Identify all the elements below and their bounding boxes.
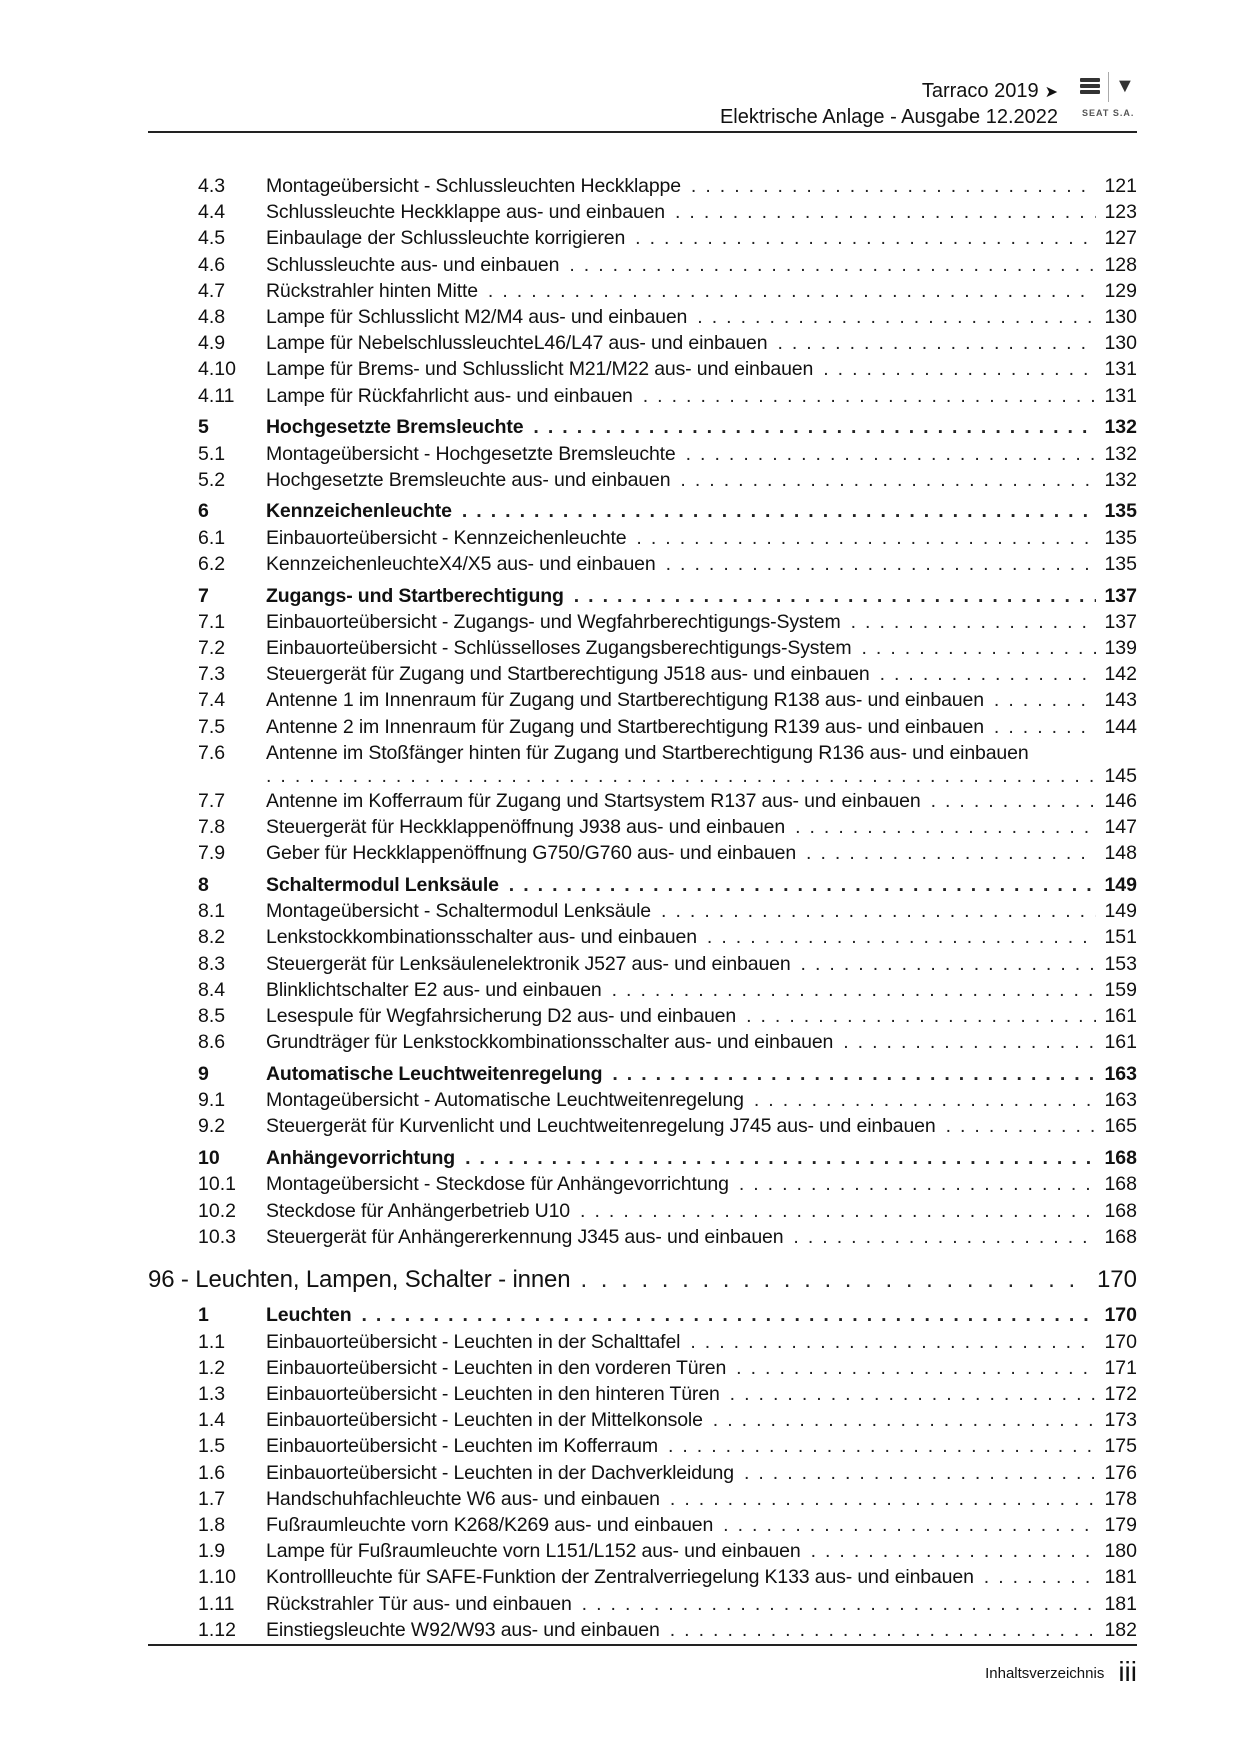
- entry-number: 6.2: [198, 552, 226, 575]
- dot-leader: [509, 872, 1097, 898]
- entry-page: 123: [1104, 201, 1137, 224]
- entry-title: Montageübersicht - Steckdose für Anhängevorrichtung: [266, 1173, 729, 1196]
- dot-leader: [713, 1407, 1097, 1433]
- dot-leader: [691, 173, 1097, 199]
- toc-entry[interactable]: [148, 977, 1137, 1003]
- entry-number: 1.5: [198, 1435, 226, 1458]
- entry-page: 175: [1104, 1435, 1137, 1458]
- dot-leader: [811, 1538, 1097, 1564]
- dot-leader: [661, 898, 1096, 924]
- entry-page: 170: [1104, 1330, 1137, 1353]
- toc-entry[interactable]: [148, 1381, 1137, 1407]
- toc-entry[interactable]: [148, 687, 1137, 713]
- entry-page: 182: [1104, 1618, 1137, 1641]
- entry-page: 161: [1104, 1005, 1137, 1028]
- entry-number: 7.5: [198, 715, 226, 738]
- entry-page: 132: [1104, 416, 1137, 439]
- toc-entry[interactable]: [148, 441, 1137, 467]
- entry-title: Einbauorteübersicht - Leuchten in der Mittelkonsole: [266, 1409, 703, 1432]
- entry-number: 1.3: [198, 1383, 226, 1406]
- entry-number: 5.2: [198, 468, 226, 491]
- dot-leader: [635, 225, 1096, 251]
- entry-page: 149: [1104, 900, 1137, 923]
- toc-entry[interactable]: [148, 924, 1137, 950]
- entry-number: 4.7: [198, 279, 226, 302]
- toc-entry[interactable]: [148, 1460, 1137, 1486]
- dot-leader: [582, 1591, 1097, 1617]
- entry-page: 153: [1104, 952, 1137, 975]
- entry-page: 181: [1104, 1592, 1137, 1615]
- toc-section[interactable]: [148, 1145, 1137, 1171]
- toc-entry-continuation[interactable]: [148, 766, 1137, 786]
- entry-title: Einbauorteübersicht - Schlüsselloses Zugangsberechtigungs-System: [266, 636, 852, 659]
- entry-title: Einbauorteübersicht - Leuchten in den hinteren Türen: [266, 1383, 720, 1406]
- entry-title: Montageübersicht - Schlussleuchten Heckklappe: [266, 175, 681, 197]
- entry-title: Einstiegsleuchte W92/W93 aus- und einbauen: [266, 1618, 660, 1641]
- entry-number: 8.6: [198, 1031, 226, 1054]
- entry-number: 10: [198, 1147, 220, 1170]
- entry-page: 132: [1104, 442, 1137, 465]
- entry-page: 132: [1104, 468, 1137, 491]
- entry-number: 7.1: [198, 610, 226, 633]
- entry-number: 9.1: [198, 1089, 226, 1112]
- page-header: [720, 79, 1058, 130]
- entry-number: 8: [198, 874, 209, 897]
- entry-number: 1: [198, 1304, 209, 1327]
- entry-title: 96 - Leuchten, Lampen, Schalter - innen: [148, 1265, 571, 1293]
- entry-page: 165: [1104, 1115, 1137, 1138]
- dot-leader: [795, 814, 1096, 840]
- toc-section[interactable]: [148, 583, 1137, 609]
- entry-title: Montageübersicht - Automatische Leuchtweitenregelung: [266, 1089, 744, 1112]
- entry-page: 128: [1104, 253, 1137, 276]
- page-number: iii: [1118, 1656, 1137, 1687]
- entry-page: 129: [1104, 279, 1137, 302]
- entry-number: 7.3: [198, 663, 226, 686]
- dot-leader: [851, 609, 1097, 635]
- dot-leader: [488, 278, 1097, 304]
- entry-title: Geber für Heckklappenöffnung G750/G760 aus- und einbauen: [266, 842, 797, 865]
- toc-entry[interactable]: [148, 1591, 1137, 1617]
- entry-number: 7.6: [198, 741, 226, 764]
- page-footer: [985, 1656, 1137, 1688]
- entry-number: 7.8: [198, 816, 226, 839]
- dot-leader: [994, 714, 1097, 740]
- entry-title: Automatische Leuchtweitenregelung: [266, 1063, 603, 1085]
- toc-entry[interactable]: [148, 1407, 1137, 1433]
- entry-number: 7.9: [198, 842, 226, 865]
- dot-leader: [801, 951, 1097, 977]
- toc-entry[interactable]: [148, 551, 1137, 577]
- entry-number: 1.4: [198, 1409, 226, 1432]
- entry-title: Steuergerät für Heckklappenöffnung J938 aus- und einbauen: [266, 816, 786, 839]
- entry-page: 163: [1104, 1063, 1137, 1085]
- entry-title: Hochgesetzte Bremsleuchte aus- und einbauen: [266, 468, 671, 491]
- entry-title: Antenne 2 im Innenraum für Zugang und Startberechtigung R139 aus- und einbauen: [266, 715, 984, 738]
- entry-page: 143: [1104, 689, 1137, 712]
- logo-text: SEAT S.A.: [1082, 108, 1135, 118]
- entry-number: 1.11: [198, 1592, 235, 1615]
- toc-entry[interactable]: [148, 1538, 1137, 1564]
- toc-chapter[interactable]: [148, 1263, 1137, 1297]
- toc-entry[interactable]: [148, 1512, 1137, 1538]
- dot-leader: [612, 977, 1097, 1003]
- toc-entry[interactable]: [148, 1329, 1137, 1355]
- entry-title: Kennzeichenleuchte: [266, 500, 452, 523]
- entry-title: Lesespule für Wegfahrsicherung D2 aus- und einbauen: [266, 1005, 737, 1028]
- entry-number: 9: [198, 1063, 209, 1085]
- toc-entry[interactable]: [148, 788, 1137, 814]
- toc-entry[interactable]: [148, 278, 1137, 304]
- dot-leader: [697, 304, 1096, 330]
- entry-title: Rückstrahler hinten Mitte: [266, 279, 478, 302]
- toc-entry[interactable]: [148, 1198, 1137, 1224]
- dot-leader: [736, 1355, 1096, 1381]
- dot-leader: [670, 1486, 1097, 1512]
- dot-leader: [680, 467, 1096, 493]
- dot-leader: [574, 583, 1097, 609]
- footer-rule: [148, 1644, 1137, 1646]
- entry-page: 135: [1104, 526, 1137, 549]
- entry-title: Antenne 1 im Innenraum für Zugang und Startberechtigung R138 aus- und einbauen: [266, 689, 984, 712]
- entry-page: 139: [1104, 636, 1137, 659]
- dot-leader: [723, 1512, 1096, 1538]
- entry-number: 8.2: [198, 926, 226, 949]
- table-of-contents: [148, 173, 1137, 1643]
- toc-entry[interactable]: [148, 304, 1137, 330]
- entry-number: 4.3: [198, 175, 226, 197]
- toc-entry[interactable]: [148, 1087, 1137, 1113]
- entry-title: Montageübersicht - Hochgesetzte Bremsleuchte: [266, 442, 676, 465]
- entry-title: Schaltermodul Lenksäule: [266, 874, 499, 897]
- entry-title: KennzeichenleuchteX4/X5 aus- und einbauen: [266, 552, 656, 575]
- entry-number: 1.9: [198, 1540, 226, 1563]
- entry-number: 10.1: [198, 1173, 236, 1196]
- entry-page: 178: [1104, 1487, 1137, 1510]
- entry-title: Einbauorteübersicht - Leuchten in der Schalttafel: [266, 1330, 681, 1353]
- entry-number: 8.3: [198, 952, 226, 975]
- entry-page: 171: [1104, 1356, 1137, 1379]
- dot-leader: [580, 1263, 1089, 1297]
- dot-leader: [643, 383, 1097, 409]
- entry-title: Antenne im Kofferraum für Zugang und Startsystem R137 aus- und einbauen: [266, 789, 921, 812]
- toc-entry[interactable]: [148, 199, 1137, 225]
- dot-leader: [580, 1198, 1096, 1224]
- entry-page: 146: [1104, 789, 1137, 812]
- entry-number: 8.5: [198, 1005, 226, 1028]
- entry-title: Lampe für Schlusslicht M2/M4 aus- und einbauen: [266, 306, 688, 329]
- entry-number: 8.4: [198, 978, 226, 1001]
- entry-title: Lampe für NebelschlussleuchteL46/L47 aus- und einbauen: [266, 332, 768, 355]
- entry-title: Lampe für Fußraumleuchte vorn L151/L152 aus- und einbauen: [266, 1540, 801, 1563]
- toc-entry[interactable]: [148, 951, 1137, 977]
- entry-page: 142: [1104, 663, 1137, 686]
- entry-page: 151: [1104, 926, 1137, 949]
- toc-entry[interactable]: [148, 898, 1137, 924]
- entry-page: 127: [1104, 227, 1137, 250]
- toc-entry[interactable]: [148, 225, 1137, 251]
- entry-number: 4.8: [198, 306, 226, 329]
- entry-number: 4.6: [198, 253, 226, 276]
- dot-leader: [361, 1302, 1096, 1328]
- dot-leader: [668, 1433, 1097, 1459]
- entry-number: 4.11: [198, 384, 235, 407]
- entry-page: 168: [1104, 1173, 1137, 1196]
- entry-number: 10.2: [198, 1199, 236, 1222]
- entry-page: 176: [1104, 1461, 1137, 1484]
- entry-number: 4.9: [198, 332, 226, 355]
- entry-page: 180: [1104, 1540, 1137, 1563]
- dot-leader: [744, 1460, 1097, 1486]
- entry-page: 163: [1104, 1089, 1137, 1112]
- toc-entry[interactable]: [148, 1355, 1137, 1381]
- entry-page: 135: [1104, 500, 1137, 523]
- entry-number: 4.10: [198, 358, 236, 381]
- dot-leader: [730, 1381, 1097, 1407]
- entry-title: Steuergerät für Kurvenlicht und Leuchtweitenregelung J745 aus- und einbauen: [266, 1115, 936, 1138]
- entry-title: Montageübersicht - Schaltermodul Lenksäule: [266, 900, 652, 923]
- entry-page: 168: [1104, 1199, 1137, 1222]
- entry-title: Steuergerät für Zugang und Startberechtigung J518 aus- und einbauen: [266, 663, 870, 686]
- dot-leader: [754, 1087, 1097, 1113]
- entry-page: 161: [1104, 1031, 1137, 1054]
- entry-page: 121: [1104, 175, 1137, 197]
- entry-title: Einbauorteübersicht - Kennzeichenleuchte: [266, 526, 627, 549]
- entry-number: 1.12: [198, 1618, 236, 1641]
- dot-leader: [806, 840, 1096, 866]
- dot-leader: [569, 252, 1096, 278]
- entry-title: Einbauorteübersicht - Leuchten in der Dachverkleidung: [266, 1461, 734, 1484]
- dot-leader: [880, 661, 1097, 687]
- entry-title: Lenkstockkombinationsschalter aus- und einbauen: [266, 926, 697, 949]
- entry-title: Einbauorteübersicht - Zugangs- und Wegfahrberechtigungs-System: [266, 610, 841, 633]
- toc-entry[interactable]: [148, 383, 1137, 409]
- entry-title: Grundträger für Lenkstockkombinationsschalter aus- und einbauen: [266, 1031, 834, 1054]
- entry-page: 179: [1104, 1514, 1137, 1537]
- entry-title: Leuchten: [266, 1304, 352, 1327]
- dot-leader: [861, 635, 1096, 661]
- entry-title: Blinklichtschalter E2 aus- und einbauen: [266, 978, 602, 1001]
- entry-number: 8.1: [198, 900, 226, 923]
- dot-leader: [931, 788, 1097, 814]
- entry-number: 1.10: [198, 1566, 236, 1589]
- dot-leader: [533, 414, 1096, 440]
- toc-entry[interactable]: [148, 1486, 1137, 1512]
- entry-number: 4.5: [198, 227, 226, 250]
- entry-title: Steckdose für Anhängerbetrieb U10: [266, 1199, 571, 1222]
- dot-leader: [823, 356, 1096, 382]
- entry-number: 7.2: [198, 636, 226, 659]
- footer-section: Inhaltsverzeichnis: [985, 1665, 1105, 1682]
- entry-title: Lampe für Rückfahrlicht aus- und einbauen: [266, 384, 633, 407]
- entry-page: 130: [1104, 332, 1137, 355]
- logo-divider: [1108, 72, 1109, 102]
- dot-leader: [994, 687, 1097, 713]
- dot-leader: [739, 1171, 1097, 1197]
- entry-page: 131: [1104, 358, 1137, 381]
- toc-entry[interactable]: [148, 609, 1137, 635]
- entry-number: 6: [198, 500, 209, 523]
- entry-title: Lampe für Brems- und Schlusslicht M21/M22 aus- und einbauen: [266, 358, 814, 381]
- entry-title: Kontrollleuchte für SAFE-Funktion der Zentralverriegelung K133 aus- und einbauen: [266, 1566, 974, 1589]
- entry-page: 131: [1104, 384, 1137, 407]
- entry-page: 137: [1104, 610, 1137, 633]
- entry-number: 5: [198, 416, 209, 439]
- entry-title: Rückstrahler Tür aus- und einbauen: [266, 1592, 572, 1615]
- toc-entry[interactable]: [148, 1029, 1137, 1055]
- dot-leader: [707, 924, 1097, 950]
- toc-section[interactable]: [148, 414, 1137, 440]
- entry-page: 168: [1104, 1147, 1137, 1170]
- toc-entry[interactable]: [148, 173, 1137, 199]
- toc-entry[interactable]: [148, 525, 1137, 551]
- toc-section[interactable]: [148, 872, 1137, 898]
- dot-leader: [670, 1617, 1097, 1643]
- dot-leader: [777, 330, 1096, 356]
- toc-entry[interactable]: [148, 1003, 1137, 1029]
- toc-entry[interactable]: [148, 1617, 1137, 1643]
- entry-title: Handschuhfachleuchte W6 aus- und einbauen: [266, 1487, 660, 1510]
- toc-entry[interactable]: [148, 714, 1137, 740]
- dot-leader: [636, 525, 1096, 551]
- entry-title: Schlussleuchte Heckklappe aus- und einbauen: [266, 201, 665, 224]
- toc-section[interactable]: [148, 498, 1137, 524]
- entry-number: 1.2: [198, 1356, 226, 1379]
- toc-section[interactable]: [148, 1302, 1137, 1328]
- entry-title: Einbaulage der Schlussleuchte korrigieren: [266, 227, 626, 250]
- entry-number: 9.2: [198, 1115, 226, 1138]
- entry-title: Einbauorteübersicht - Leuchten in den vorderen Türen: [266, 1356, 727, 1379]
- dot-leader: [793, 1224, 1096, 1250]
- entry-number: 7: [198, 584, 209, 607]
- entry-title: Hochgesetzte Bremsleuchte: [266, 416, 524, 439]
- toc-entry[interactable]: [148, 330, 1137, 356]
- entry-page: 173: [1104, 1409, 1137, 1432]
- toc-entry[interactable]: [148, 356, 1137, 382]
- dot-leader: [946, 1113, 1097, 1139]
- dot-leader: [666, 551, 1097, 577]
- entry-number: 7.7: [198, 789, 226, 812]
- dot-leader: [465, 1145, 1096, 1171]
- entry-page: 159: [1104, 978, 1137, 1001]
- toc-entry[interactable]: [148, 635, 1137, 661]
- toc-section[interactable]: [148, 1061, 1137, 1087]
- toc-entry[interactable]: [148, 467, 1137, 493]
- entry-page: 172: [1104, 1383, 1137, 1406]
- entry-number: 1.6: [198, 1461, 226, 1484]
- dot-leader: [984, 1564, 1097, 1590]
- entry-page: 181: [1104, 1566, 1137, 1589]
- entry-number: 5.1: [198, 442, 226, 465]
- entry-title: Zugangs- und Startberechtigung: [266, 584, 564, 607]
- entry-number: 1.8: [198, 1514, 226, 1537]
- entry-page: 135: [1104, 552, 1137, 575]
- entry-number: 1.1: [198, 1330, 226, 1353]
- entry-title: Steuergerät für Lenksäulenelektronik J527 aus- und einbauen: [266, 952, 791, 975]
- entry-number: 6.1: [198, 526, 226, 549]
- entry-title: Anhängevorrichtung: [266, 1147, 456, 1170]
- dot-leader: [462, 498, 1097, 524]
- entry-page: 148: [1104, 842, 1137, 865]
- dot-leader: [266, 766, 1096, 786]
- entry-number: 10.3: [198, 1225, 236, 1248]
- toc-entry[interactable]: [148, 840, 1137, 866]
- entry-page: 170: [1096, 1265, 1137, 1293]
- dot-leader: [746, 1003, 1096, 1029]
- entry-title: Antenne im Stoßfänger hinten für Zugang und Startberechtigung R136 aus- und einbauen: [266, 741, 1029, 764]
- dot-leader: [690, 1329, 1096, 1355]
- entry-page: 170: [1104, 1304, 1137, 1327]
- toc-entry[interactable]: [148, 1433, 1137, 1459]
- entry-title: Schlussleuchte aus- und einbauen: [266, 253, 560, 276]
- dot-leader: [686, 441, 1097, 467]
- entry-page: 147: [1104, 816, 1137, 839]
- toc-entry[interactable]: [148, 661, 1137, 687]
- entry-number: 7.4: [198, 689, 226, 712]
- header-model: Tarraco 2019: [921, 80, 1039, 102]
- seat-logo-icon: [1080, 78, 1100, 94]
- header-rule: [148, 131, 1137, 133]
- header-subtitle: Elektrische Anlage - Ausgabe 12.2022: [719, 106, 1058, 128]
- toc-entry[interactable]: [148, 814, 1137, 840]
- toc-entry[interactable]: [148, 1224, 1137, 1250]
- toc-entry[interactable]: [148, 740, 1137, 766]
- entry-page: 144: [1104, 715, 1137, 738]
- toc-entry[interactable]: [148, 252, 1137, 278]
- entry-page: 130: [1104, 306, 1137, 329]
- toc-entry[interactable]: [148, 1171, 1137, 1197]
- cupra-logo-icon: ▼: [1115, 75, 1135, 97]
- entry-number: 4.4: [198, 201, 226, 224]
- toc-entry[interactable]: [148, 1113, 1137, 1139]
- toc-entry[interactable]: [148, 1564, 1137, 1590]
- dot-leader: [612, 1061, 1096, 1087]
- arrow-icon: ➤: [1044, 84, 1058, 101]
- seat-cupra-logo: [1072, 72, 1142, 122]
- entry-page: 168: [1104, 1225, 1137, 1248]
- entry-title: Fußraumleuchte vorn K268/K269 aus- und einbauen: [266, 1514, 714, 1537]
- entry-page: 145: [1104, 764, 1137, 787]
- entry-page: 149: [1104, 874, 1137, 897]
- entry-title: Steuergerät für Anhängererkennung J345 aus- und einbauen: [266, 1225, 784, 1248]
- dot-leader: [843, 1029, 1096, 1055]
- entry-title: Einbauorteübersicht - Leuchten im Kofferraum: [266, 1435, 658, 1458]
- entry-page: 137: [1104, 584, 1137, 607]
- entry-number: 1.7: [198, 1487, 226, 1510]
- dot-leader: [675, 199, 1096, 225]
